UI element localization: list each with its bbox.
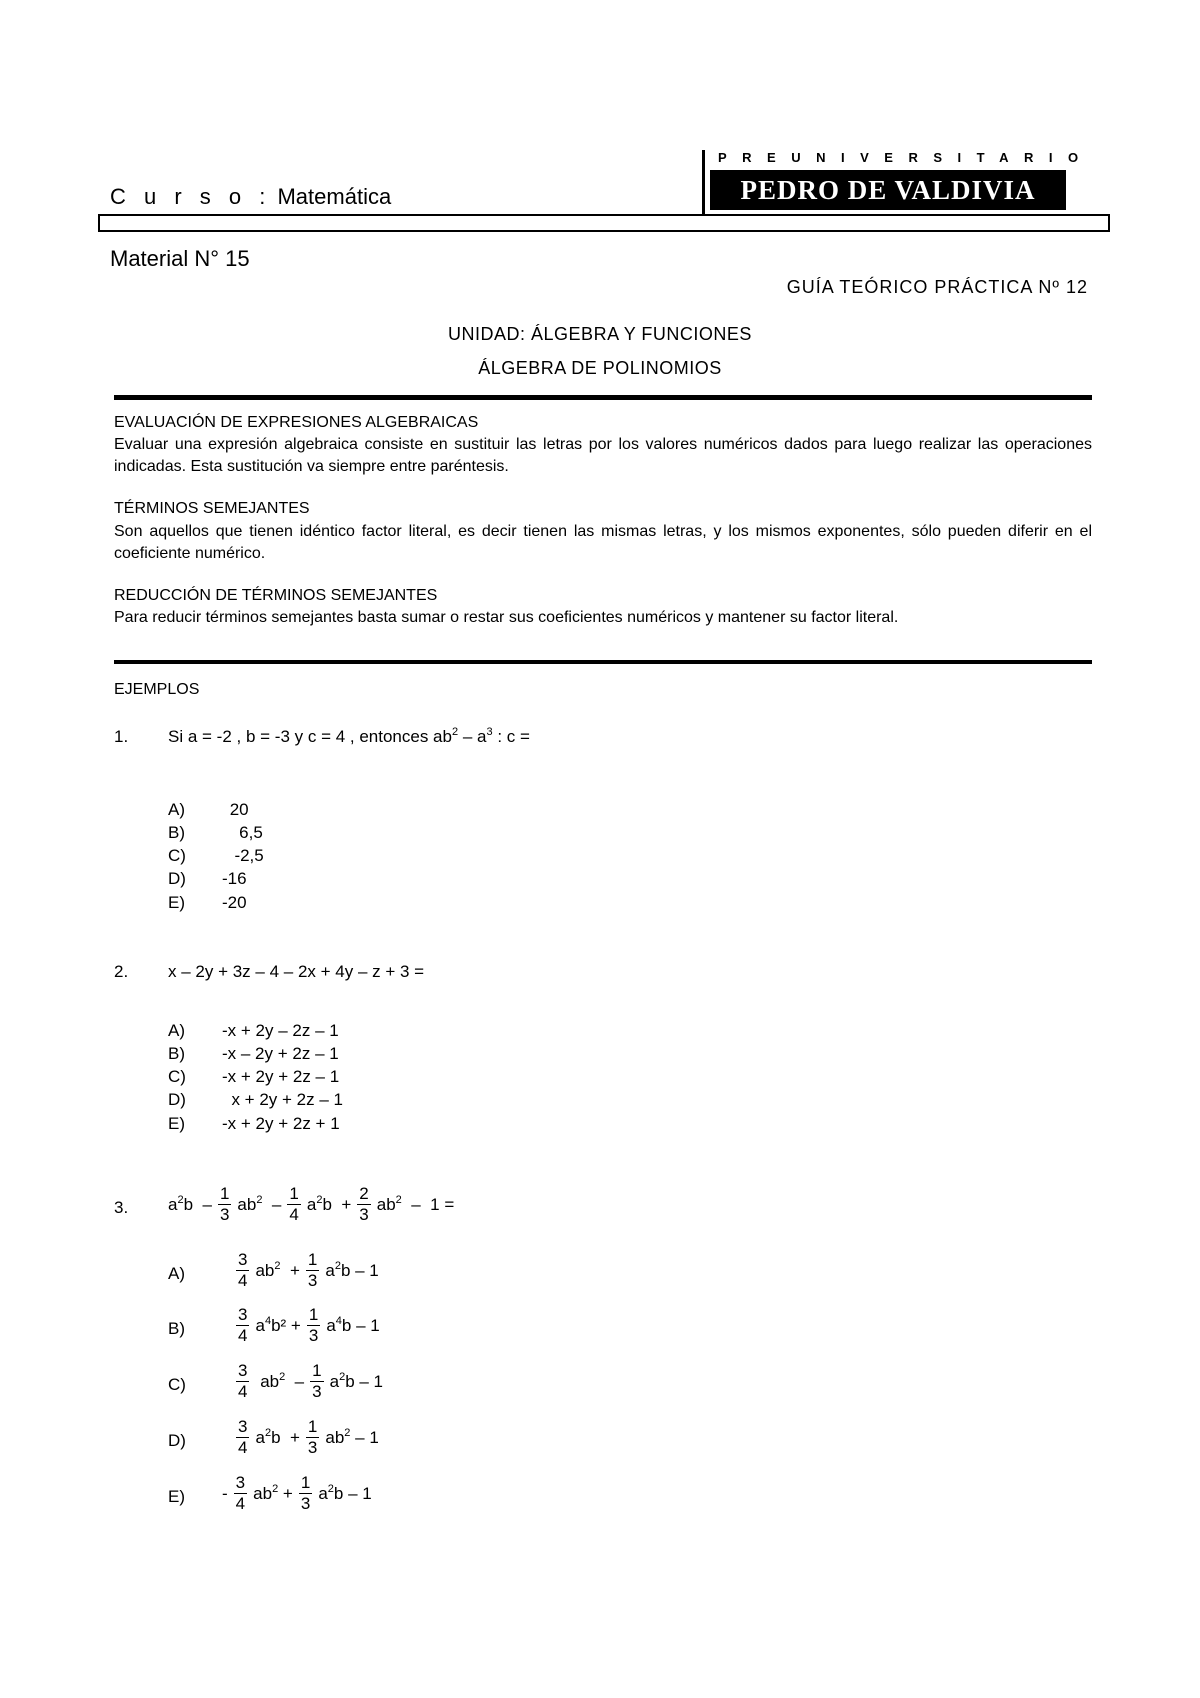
option-value: -x + 2y + 2z + 1: [222, 1114, 340, 1133]
examples-heading: EJEMPLOS: [114, 681, 200, 698]
question-text: – a: [458, 727, 487, 746]
section-divider-bottom: [114, 660, 1092, 664]
course-line: [110, 184, 391, 210]
option-label: E): [168, 1487, 185, 1506]
option-expression: $\frac{3}{4}$ $ab^2$ + $\frac{1}{3}$ $a^2b - 1$: [238, 1250, 379, 1290]
option-value: 20: [225, 800, 249, 819]
option-value: x + 2y + 2z – 1: [222, 1090, 343, 1109]
section-body-terminos: Son aquellos que tienen idéntico factor literal, es decir tienen las mismas letras, y los mismos exponentes, sólo pueden diferir en el coeficiente numérico.: [114, 523, 1092, 562]
option-value: 6,5: [225, 823, 263, 842]
option-label: C): [168, 846, 186, 865]
expr-term: $a^2b$ –: [168, 1193, 212, 1214]
option-label: D): [168, 1090, 186, 1109]
fraction: $\frac{3}{4}$: [238, 1361, 248, 1401]
option-expression: $\frac{3}{4}$ $ab^2$ – $\frac{1}{3}$ $a^2b - 1$: [238, 1361, 384, 1401]
option-value: -x – 2y + 2z – 1: [222, 1044, 339, 1063]
option-value: -x + 2y – 2z – 1: [222, 1021, 339, 1040]
section-divider-top: [114, 395, 1092, 400]
question-2-text: x – 2y + 3z – 4 – 2x + 4y – z + 3 =: [168, 962, 425, 981]
fraction: $\frac{3}{4}$: [238, 1250, 248, 1290]
header-rule-box: [98, 214, 1110, 232]
expr-term: $ab^2$ –: [237, 1193, 282, 1214]
option-label: B): [168, 1044, 185, 1063]
guide-title: GUÍA TEÓRICO PRÁCTICA Nº 12: [786, 277, 1088, 297]
expr-term: $ab^2 - 1$ =: [376, 1193, 455, 1214]
fraction: $\frac{3}{4}$: [235, 1473, 246, 1513]
fraction: $\frac{1}{3}$: [300, 1473, 311, 1513]
option-label: E): [168, 893, 185, 912]
option-value: -x + 2y + 2z – 1: [222, 1067, 340, 1086]
option-label: D): [168, 1431, 186, 1450]
question-number: 1.: [114, 727, 129, 746]
question-text: Si a = -2 , b = -3 y c = 4 , entonces ab: [168, 727, 452, 746]
section-body-reduccion: Para reducir términos semejantes basta sumar o restar sus coeficientes numéricos y mantener su factor literal.: [114, 609, 899, 626]
expr-term: $a^2b$ +: [306, 1193, 352, 1214]
fraction: $\frac{1}{3}$: [312, 1361, 322, 1401]
option-label: B): [168, 823, 185, 842]
option-label: B): [168, 1319, 185, 1338]
course-value: Matemática: [277, 184, 392, 209]
unit-title: UNIDAD: ÁLGEBRA Y FUNCIONES: [448, 324, 752, 344]
option-value: -20: [222, 893, 247, 912]
fraction: $\frac{1}{3}$: [308, 1305, 319, 1345]
logo-divider: [702, 150, 705, 214]
fraction: $\frac{1}{3}$: [307, 1250, 318, 1290]
material-number: Material N° 15: [110, 246, 250, 271]
section-title-reduccion: REDUCCIÓN DE TÉRMINOS SEMEJANTES: [114, 587, 438, 604]
option-value: -16: [222, 869, 247, 888]
option-label: C): [168, 1067, 186, 1086]
logo-top-text: PREUNIVERSITARIO: [718, 150, 1094, 165]
fraction: $\frac{1}{4}$: [289, 1184, 299, 1224]
question-number: 3.: [114, 1198, 129, 1217]
fraction: $\frac{3}{4}$: [238, 1417, 248, 1457]
option-label: A): [168, 800, 185, 819]
fraction: $\frac{1}{3}$: [219, 1184, 230, 1224]
logo: PEDRO DE VALDIVIA: [710, 170, 1066, 210]
page-subtitle: ÁLGEBRA DE POLINOMIOS: [478, 358, 722, 378]
question-number: 2.: [114, 962, 129, 981]
option-label: A): [168, 1021, 185, 1040]
option-label: D): [168, 869, 186, 888]
option-label: A): [168, 1264, 185, 1283]
fraction: $\frac{2}{3}$: [359, 1184, 369, 1224]
section-body-evaluacion: Evaluar una expresión algebraica consiste en sustituir las letras por los valores numéricos dados para luego realizar las operaciones indicadas. Esta sustitución va siempre entre paréntesis.: [114, 436, 1092, 475]
exponent: 2: [451, 726, 459, 738]
course-label: C u r s o :: [110, 184, 272, 209]
option-expression: $\frac{3}{4}$ $a^2b$ + $\frac{1}{3}$ $ab^2 - 1$: [238, 1417, 379, 1457]
question-1-text: [168, 727, 530, 747]
question-text: : c =: [492, 727, 530, 746]
fraction: $\frac{1}{3}$: [307, 1417, 318, 1457]
option-label: E): [168, 1114, 185, 1133]
exponent: 3: [486, 726, 493, 738]
section-title-terminos: TÉRMINOS SEMEJANTES: [114, 500, 310, 517]
fraction: $\frac{3}{4}$: [238, 1305, 248, 1345]
option-expression: $\frac{3}{4}$ $a^4b^2$ + $\frac{1}{3}$ $a^4b - 1$: [238, 1305, 380, 1345]
question-3-expression: [168, 1184, 454, 1225]
section-title-evaluacion: EVALUACIÓN DE EXPRESIONES ALGEBRAICAS: [114, 414, 479, 431]
option-value: -2,5: [225, 846, 264, 865]
option-expression: - $\frac{3}{4}$ $ab^2$ + $\frac{1}{3}$ $a^2b - 1$: [222, 1473, 372, 1513]
option-label: C): [168, 1375, 186, 1394]
